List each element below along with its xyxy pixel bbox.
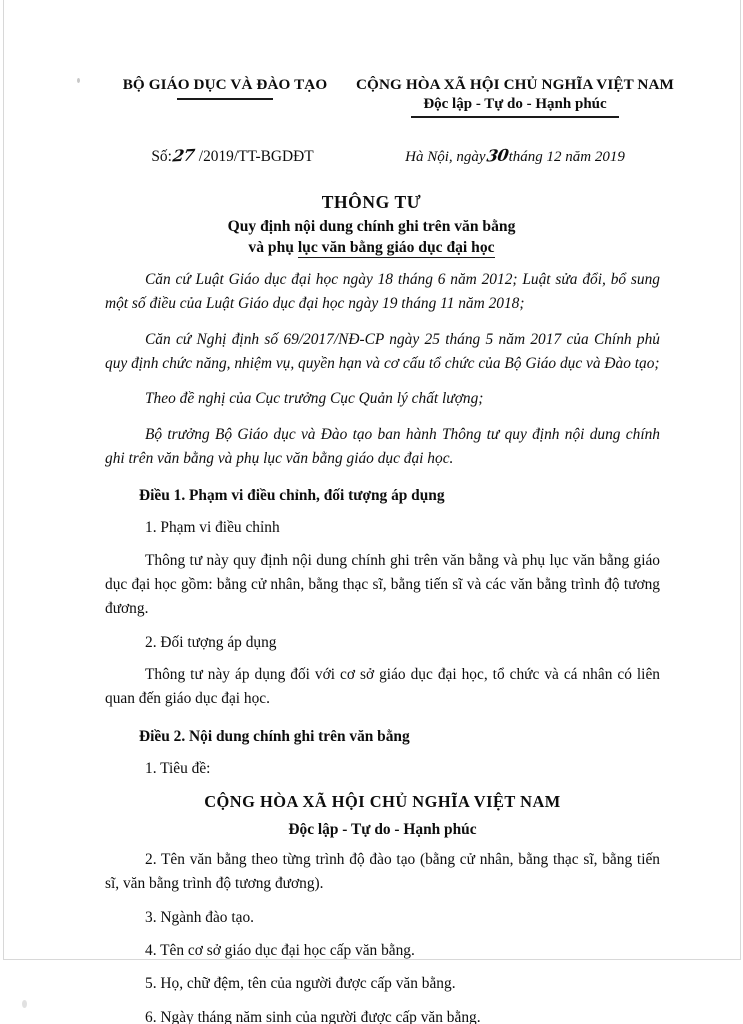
national-motto-underline [411, 116, 619, 118]
subtitle-underlined: lục văn bằng giáo dục đại học [297, 239, 495, 256]
header-subline [0, 146, 743, 176]
preamble-paragraph-3: Theo đề nghị của Cục trưởng Cục Quản lý chất lượng; [145, 390, 484, 408]
article-2-item-6: 6. Ngày tháng năm sinh của người được cấp văn bằng. [145, 1008, 481, 1024]
article-1-heading: Điều 1. Phạm vi điều chỉnh, đối tượng áp dụng [139, 487, 445, 505]
day-handwritten: 30 [485, 145, 510, 166]
ministry-header [95, 76, 355, 100]
preamble-paragraph-2: Căn cứ Nghị định số 69/2017/NĐ-CP ngày 25 tháng 5 năm 2017 của Chính phủ quy định chức năng, nhiệm vụ, quyền hạn và cơ cấu tổ chức của Bộ Giáo dục và Đào tạo; [105, 330, 660, 372]
quoted-national-title: CỘNG HÒA XÃ HỘI CHỦ NGHĨA VIỆT NAM [204, 792, 561, 812]
article-2-item-2: 2. Tên văn bằng theo từng trình độ đào tạo (bằng cử nhân, bằng thạc sĩ, bằng tiến sĩ, văn bằng trình độ tương đương). [105, 851, 660, 893]
document-number-handwritten: 27 [171, 145, 196, 166]
article-1-item-2-body: Thông tư này áp dụng đối với cơ sở giáo dục đại học, tổ chức và cá nhân có liên quan đến giáo dục đại học. [105, 666, 660, 708]
document-body [105, 268, 660, 1024]
national-motto: Độc lập - Tự do - Hạnh phúc [423, 96, 607, 112]
preamble-paragraph-4: Bộ trưởng Bộ Giáo dục và Đào tạo ban hành Thông tư quy định nội dung chính ghi trên văn bằng và phụ lục văn bằng giáo dục đại học. [105, 425, 660, 467]
ministry-name: BỘ GIÁO DỤC VÀ ĐÀO TẠO [122, 76, 328, 93]
national-title: CỘNG HÒA XÃ HỘI CHỦ NGHĨA VIỆT NAM [355, 76, 674, 93]
document-number-suffix: /2019/TT-BGDĐT [198, 148, 314, 165]
preamble-paragraph-1: Căn cứ Luật Giáo dục đại học ngày 18 tháng 6 năm 2012; Luật sửa đổi, bổ sung một số điều của Luật Giáo dục đại học ngày 19 tháng 11 năm 2018; [105, 271, 660, 313]
document-subtitle-line1: Quy định nội dung chính ghi trên văn bằng [227, 218, 516, 235]
article-2-item-4: 4. Tên cơ sở giáo dục đại học cấp văn bằng. [145, 942, 415, 960]
document-type-title: THÔNG TƯ [321, 192, 422, 212]
document-subtitle-line2 [0, 239, 743, 257]
article-2-item-3: 3. Ngành đào tạo. [145, 908, 254, 926]
title-block [0, 192, 743, 257]
quoted-national-motto: Độc lập - Tự do - Hạnh phúc [288, 821, 477, 839]
subtitle-plain: và phụ [248, 239, 298, 256]
article-1-item-2-label: 2. Đối tượng áp dụng [145, 633, 277, 651]
quoted-national-heading [105, 792, 660, 839]
document-number-prefix: Số: [151, 148, 172, 165]
article-2-heading: Điều 2. Nội dung chính ghi trên văn bằng [139, 727, 410, 745]
article-1-item-1-label: 1. Phạm vi điều chỉnh [145, 519, 280, 537]
article-2-item-1-label: 1. Tiêu đề: [145, 759, 211, 777]
document-header [0, 76, 743, 138]
ministry-underline [177, 98, 273, 100]
article-1-item-1-body: Thông tư này quy định nội dung chính ghi trên văn bằng và phụ lục văn bằng giáo dục đại học gồm: bằng cử nhân, bằng thạc sĩ, bằng tiến sĩ và các văn bằng trình độ tương đương. [105, 551, 660, 618]
place-date-line [345, 146, 685, 166]
national-header [345, 76, 685, 118]
document-number-line [95, 146, 370, 166]
place-date-suffix: tháng 12 năm 2019 [508, 149, 625, 165]
article-2-item-5: 5. Họ, chữ đệm, tên của người được cấp văn bằng. [145, 975, 456, 993]
place-date-prefix: Hà Nội, ngày [405, 149, 486, 165]
